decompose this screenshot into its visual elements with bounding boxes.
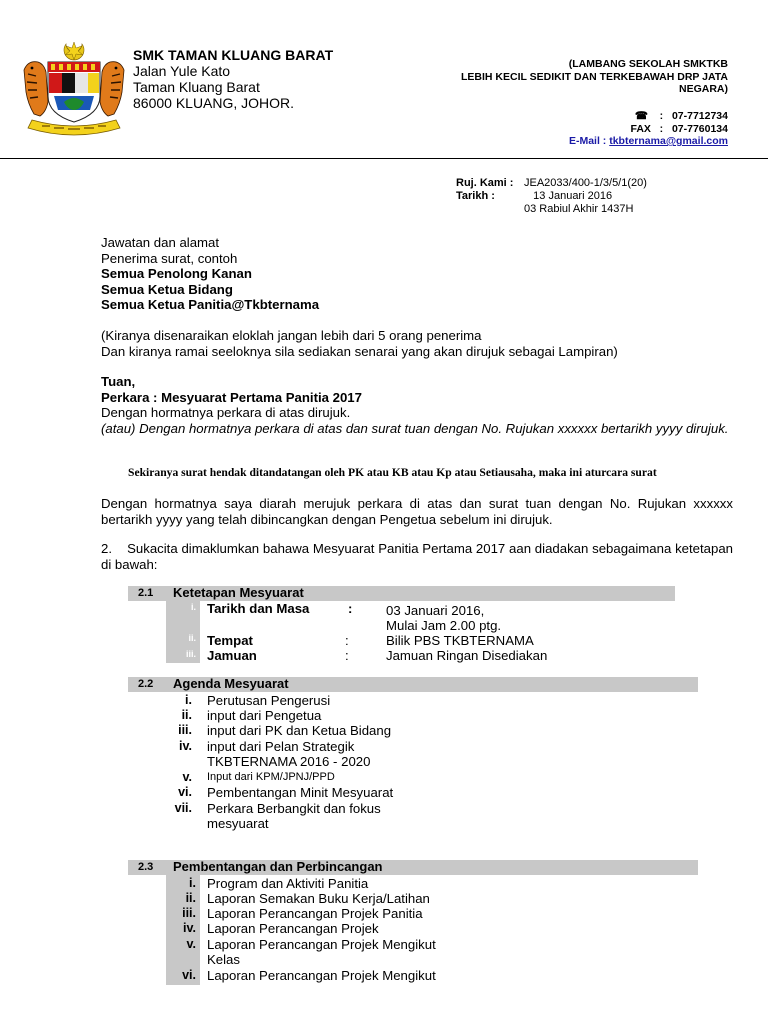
ruj-label: Ruj. Kami : [456,177,514,189]
roman-numeral: vii. [174,801,192,815]
reference-block [456,177,647,216]
recipient-line: Jawatan dan alamat [101,235,220,250]
roman-numeral: iii. [185,649,196,659]
address-line: Taman Kluang Barat [133,79,260,95]
recipient-bold: Semua Ketua Panitia@Tkbternama [101,297,320,312]
recipient-block [101,235,319,313]
logo-note-line: (LAMBANG SEKOLAH SMKTKB [568,58,728,70]
discussion-item-continued: Kelas [207,952,240,967]
coat-of-arms-logo [18,40,130,140]
section-number: 2.3 [138,861,154,873]
row-label: Tempat [207,633,253,648]
roman-numeral: iv. [179,739,192,753]
agenda-item: Pembentangan Minit Mesyuarat [207,785,394,800]
row-label: Jamuan [207,648,257,663]
reference-sentence: Dengan hormatnya perkara di atas dirujuk. [101,405,351,420]
roman-numeral: i. [190,602,196,612]
discussion-item: Laporan Perancangan Projek Mengikut [207,968,436,983]
note-line: Dan kiranya ramai seeloknya sila sediakan senarai yang akan dirujuk sebagai Lampiran) [101,343,618,359]
recipient-note [101,328,618,359]
roman-numeral: iii. [178,723,192,737]
section-title: Agenda Mesyuarat [173,676,289,691]
roman-numeral: ii. [188,633,196,643]
fax-number: 07-7760134 [671,122,728,135]
section-number: 2.2 [138,678,154,690]
recipient-bold: Semua Penolong Kanan [101,266,252,281]
salutation: Tuan, [101,374,136,389]
school-name: SMK TAMAN KLUANG BARAT [133,47,334,63]
phone-number: 07-7712734 [671,110,728,122]
header-divider [0,158,768,159]
tarikh-value: 13 Januari 2016 [533,190,613,202]
discussion-item: Laporan Perancangan Projek Mengikut [207,937,436,952]
roman-numeral: ii. [181,708,192,722]
row-label: Tarikh dan Masa [207,601,310,616]
section-title: Ketetapan Mesyuarat [173,585,304,600]
row-value: 03 Januari 2016, [386,603,485,618]
alternate-reference-sentence: (atau) Dengan hormatnya perkara di atas dan surat tuan dengan No. Rujukan xxxxxx bertarikh yyyy dirujuk. [101,420,729,436]
phone-row: ☎ : 07-7712734 [634,110,728,122]
row-separator: : [345,633,349,648]
note-line: (Kiranya disenaraikan eloklah jangan lebih dari 5 orang penerima [101,328,482,343]
logo-note-line: NEGARA) [679,83,728,95]
agenda-item: input dari Pengetua [207,708,322,723]
fax-row: FAX : 07-7760134 [630,122,728,135]
contact-block [569,110,728,148]
row-value: Bilik PBS TKBTERNAMA [386,633,534,648]
address-line: Jalan Yule Kato [133,63,231,79]
row-separator: : [345,648,349,663]
roman-numeral: ii. [185,891,196,905]
roman-numeral: iii. [182,906,196,920]
school-address-block [133,47,333,111]
section-number: 2.1 [138,587,154,599]
roman-numeral: vi. [182,968,196,982]
hijri-date: 03 Rabiul Akhir 1437H [524,203,634,215]
discussion-item: Laporan Semakan Buku Kerja/Latihan [207,891,430,906]
agenda-item: input dari Pelan Strategik [207,739,355,754]
telephone-icon: ☎ [634,110,648,122]
roman-numeral: v. [182,770,192,784]
logo-note-line: LEBIH KECIL SEDIKIT DAN TERKEBAWAH DRP JATA [461,70,728,83]
row-separator: : [348,601,353,616]
subject-line: Perkara : Mesyuarat Pertama Panitia 2017 [101,389,362,405]
roman-numeral: i. [189,876,196,890]
discussion-item: Laporan Perancangan Projek Panitia [207,906,423,921]
ruj-value: JEA2033/400-1/3/5/1(20) [524,177,647,189]
section-title: Pembentangan dan Perbincangan [173,859,383,874]
agenda-item: input dari PK dan Ketua Bidang [207,723,392,738]
roman-numeral: vi. [178,785,192,799]
row-value: Jamuan Ringan Disediakan [386,648,548,663]
salutation-block [101,374,733,436]
agenda-item-continued: TKBTERNAMA 2016 - 2020 [207,754,371,769]
discussion-item: Program dan Aktiviti Panitia [207,876,369,891]
row-value: Mulai Jam 2.00 ptg. [386,618,502,633]
signatory-note: Sekiranya surat hendak ditandatangan oleh PK atau KB atau Kp atau Setiausaha, maka ini aturcara surat [128,466,657,479]
paragraph-2: 2. Sukacita dimaklumkan bahawa Mesyuarat Panitia Pertama 2017 aan diadakan sebagaimana ketetapan di bawah: [101,541,733,572]
agenda-item: Perkara Berbangkit dan fokus [207,801,381,816]
roman-numeral: iv. [183,921,196,935]
email-row: E-Mail : tkbternama@gmail.com [568,135,728,147]
roman-numeral: i. [185,693,192,707]
roman-numeral: v. [186,937,196,951]
logo-note [398,58,728,96]
agenda-item: Input dari KPM/JPNJ/PPD [207,771,335,783]
discussion-item: Laporan Perancangan Projek [207,921,379,936]
email-link[interactable]: tkbternama@gmail.com [609,135,728,147]
tarikh-label: Tarikh : [456,190,495,202]
recipient-bold: Semua Ketua Bidang [101,281,233,297]
agenda-item-continued: mesyuarat [207,816,269,831]
paragraph-1: Dengan hormatnya saya diarah merujuk perkara di atas dan surat tuan dengan No. Rujukan xxxxxx bertarikh yyyy yang telah dibincangkan dengan Pengetua sebelum ini dirujuk. [101,496,733,527]
recipient-line: Penerima surat, contoh [101,250,238,266]
agenda-item: Perutusan Pengerusi [207,693,331,708]
address-line: 86000 KLUANG, JOHOR. [133,95,295,111]
